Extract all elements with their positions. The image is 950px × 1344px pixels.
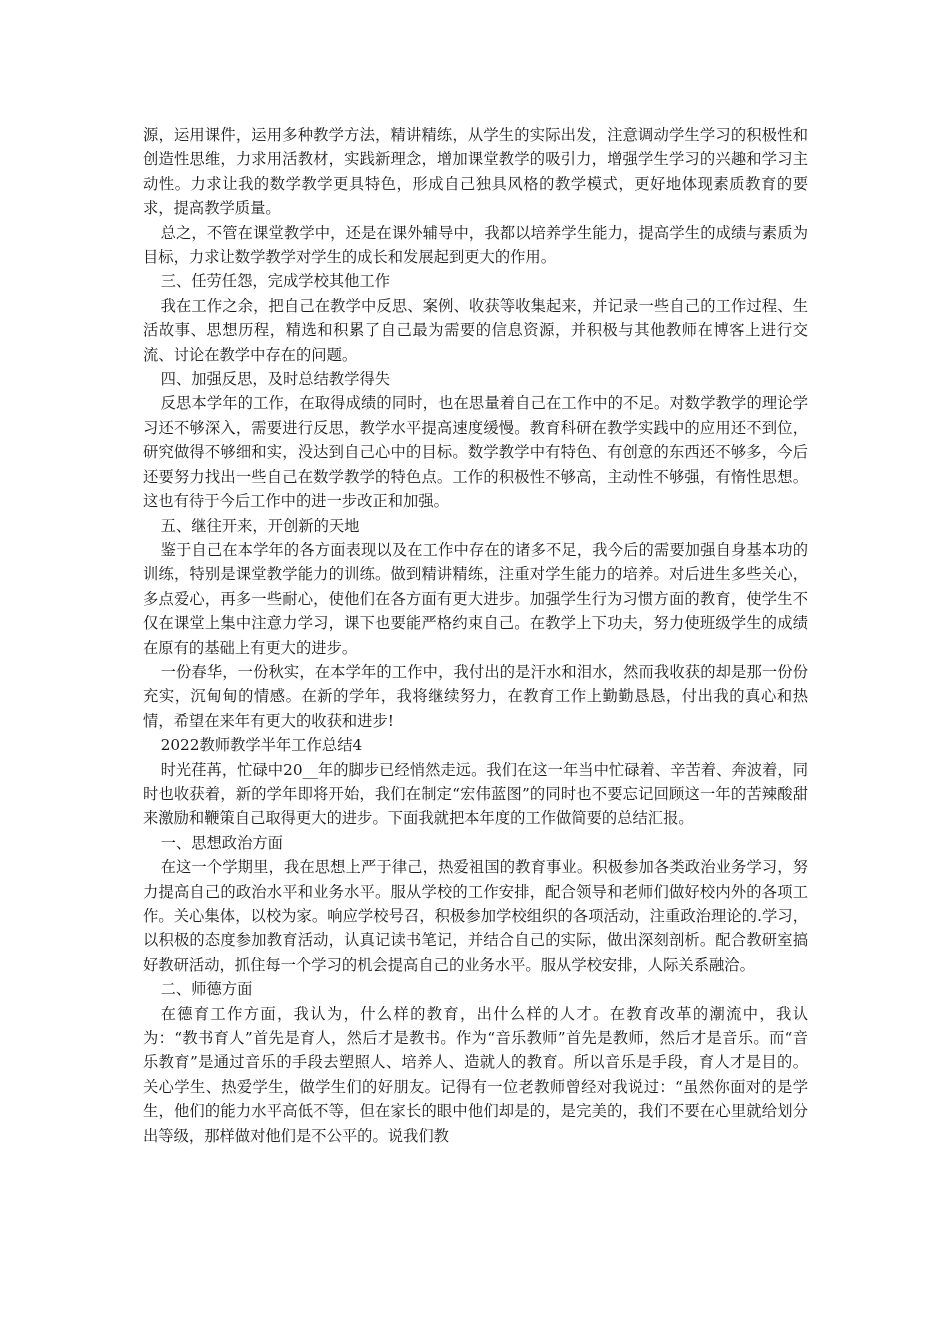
section-heading-4: 四、加强反思，及时总结教学得失 [160, 370, 391, 389]
paragraph: 时光荏苒，忙碌中20__年的脚步已经悄然走远。我们在这一年当中忙碌着、辛苦着、奔波着，同时也收获着，新的学年即将开始，我们在制定“宏伟蓝图”的同时也不要忘记回顾这一年的苦辣酸甜来激励和鞭策自己取得更大的进步。下面我就把本年度的工作做简要的总结汇报。 [143, 760, 808, 828]
paragraph: 鉴于自己在本学年的各方面表现以及在工作中存在的诸多不足，我今后的需要加强自身基本功的训练，特别是课堂教学能力的训练。做到精讲精练，注重对学生能力的培养。对后进生多些关心，多点爱心，再多一些耐心，使他们在各方面有更大进步。加强学生行为习惯方面的教育，使学生不仅在课堂上集中注意力学习，课下也要能严格约束自己。在教学上下功夫，努力使班级学生的成绩在原有的基础上有更大的进步。 [143, 540, 808, 657]
paragraph: 在德育工作方面，我认为，什么样的教育，出什么样的人才。在教育改革的潮流中，我认为：“教书育人”首先是育人，然后才是教书。作为“音乐教师”首先是教师，然后才是音乐。而“音乐教育”是通过音乐的手段去塑照人、培养人、造就人的教育。所以音乐是手段，育人才是目的。关心学生、热爱学生，做学生们的好朋友。记得有一位老教师曾经对我说过：“虽然你面对的是学生，他们的能力水平高低不等，但在家长的眼中他们却是的，是完美的，我们不要在心里就给划分出等级，那样做对他们是不公平的。说我们教 [143, 1004, 808, 1145]
document-page [143, 123, 808, 1148]
paragraph: 反思本学年的工作，在取得成绩的同时，也在思量着自己在工作中的不足。对数学教学的理论学习还不够深入，需要进行反思，教学水平提高速度缓慢。教育科研在教学实践中的应用还不到位，研究做得不够细和实，没达到自己心中的目标。数学教学中有特色、有创意的东西还不够多，今后还要努力找出一些自己在数学教学的特色点。工作的积极性不够高，主动性不够强，有惰性思想。这也有待于今后工作中的进一步改正和加强。 [143, 394, 808, 511]
paragraph: 在这一个学期里，我在思想上严于律己，热爱祖国的教育事业。积极参加各类政治业务学习，努力提高自己的政治水平和业务水平。服从学校的工作安排，配合领导和老师们做好校内外的各项工作。关心集体，以校为家。响应学校号召，积极参加学校组织的各项活动，注重政治理论的.学习，以积极的态度参加教育活动，认真记读书笔记，并结合自己的实际，做出深刻剖析。配合教研室搞好教研活动，抓住每一个学习的机会提高自己的业务水平。服从学校安排，人际关系融洽。 [143, 858, 808, 974]
paragraph: 我在工作之余，把自己在教学中反思、案例、收获等收集起来，并记录一些自己的工作过程、生活故事、思想历程，精选和积累了自己最为需要的信息资源，并积极与其他教师在博客上进行交流、讨论在教学中存在的问题。 [143, 296, 808, 364]
section-heading-5: 五、继往开来，开创新的天地 [160, 516, 360, 535]
paragraph-continuation: 源，运用课件，运用多种教学方法，精讲精练，从学生的实际出发，注意调动学生学习的积极性和创造性思维，力求用活教材，实践新理念，增加课堂教学的吸引力，增强学生学习的兴趣和学习主动性。力求让我的数学教学更具特色，形成自己独具风格的教学模式，更好地体现素质教育的要求，提高教学质量。 [143, 126, 808, 218]
section-heading-3: 三、任劳任怨，完成学校其他工作 [160, 272, 391, 291]
article-title: 2022教师教学半年工作总结4 [160, 736, 363, 755]
paragraph-summary: 总之，不管在课堂教学中，还是在课外辅导中，我都以培养学生能力，提高学生的成绩与素质为目标，力求让数学教学对学生的成长和发展起到更大的作用。 [143, 223, 808, 267]
section-heading-1: 一、思想政治方面 [160, 833, 283, 852]
paragraph: 一份春华，一份秋实，在本学年的工作中，我付出的是汗水和泪水，然而我收获的却是那一份份充实，沉甸甸的情感。在新的学年，我将继续努力，在教育工作上勤勤恳恳，付出我的真心和热情，希望在来年有更大的收获和进步! [143, 662, 808, 730]
section-heading-2: 二、师德方面 [160, 980, 253, 999]
